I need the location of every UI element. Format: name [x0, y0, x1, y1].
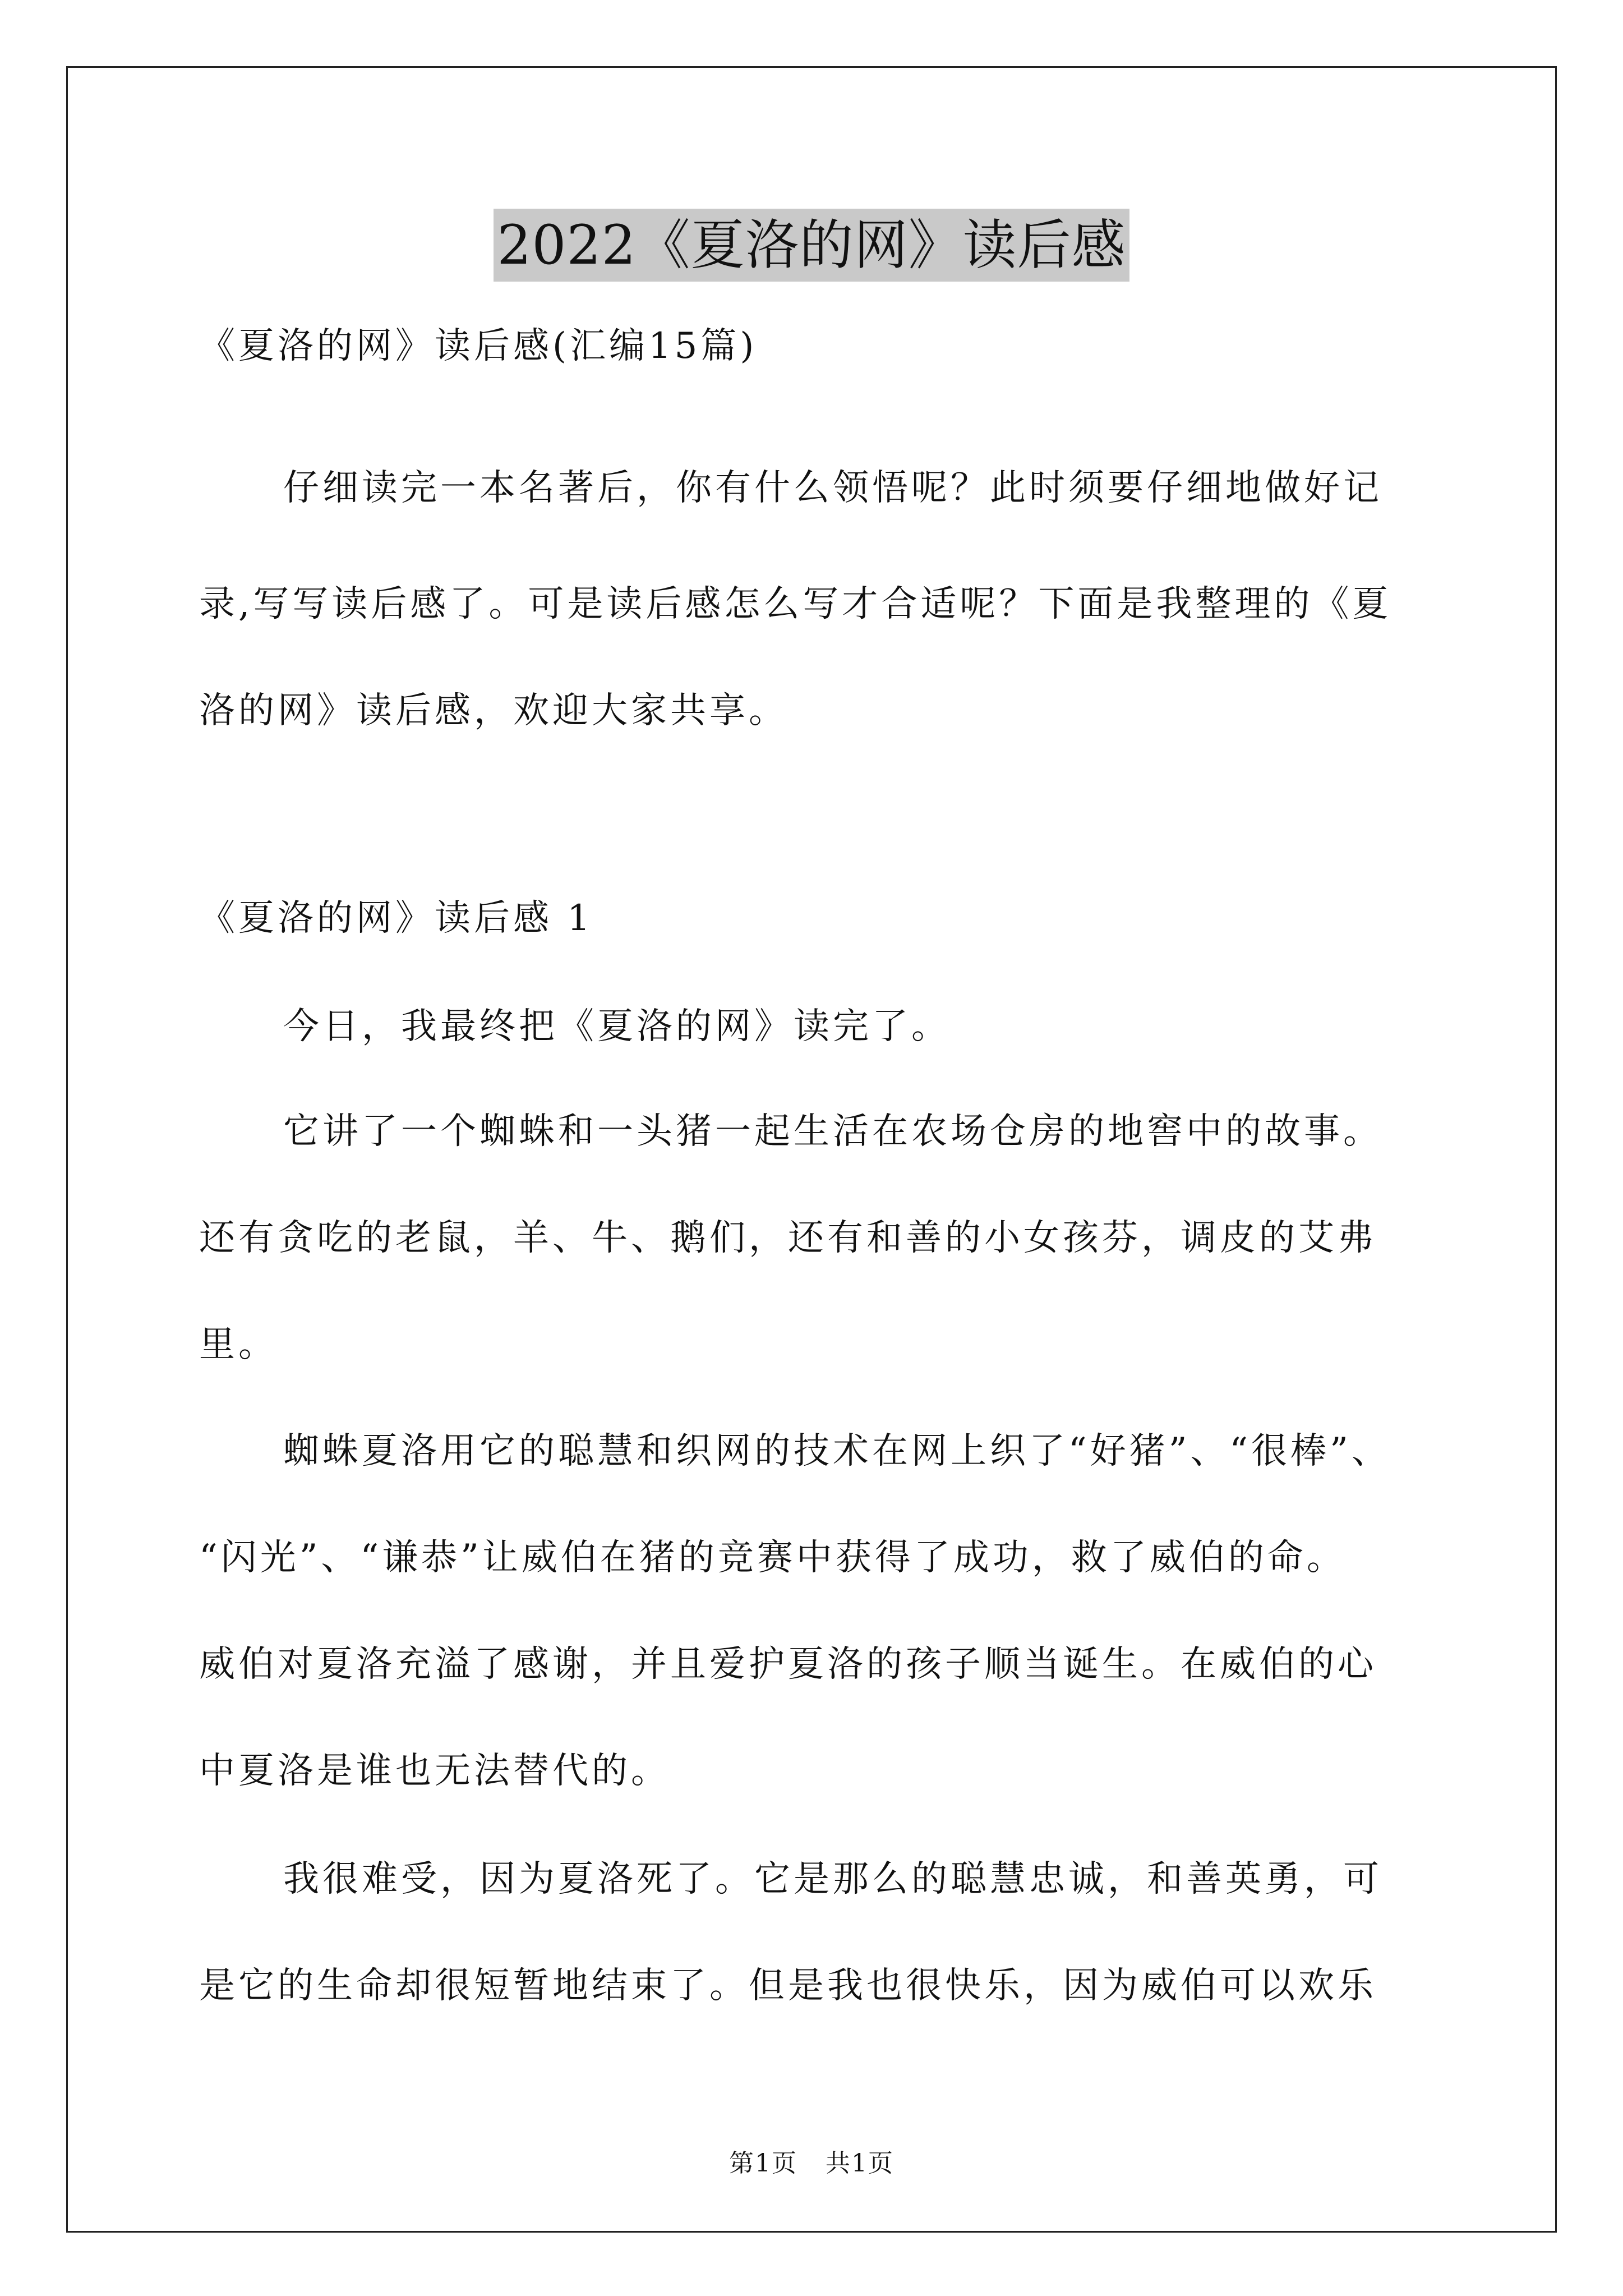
- body-line: 是它的生命却很短暂地结束了。但是我也很快乐，因为威伯可以欢乐: [199, 1965, 1377, 2007]
- section-heading: 《夏洛的网》读后感 1: [199, 898, 594, 939]
- document-subtitle: 《夏洛的网》读后感(汇编15篇): [199, 325, 758, 367]
- body-line: 中夏洛是谁也无法替代的。: [199, 1750, 670, 1792]
- body-line: 我很难受，因为夏洛死了。它是那么的聪慧忠诚，和善英勇，可: [283, 1858, 1382, 1900]
- body-line: “闪光”、“谦恭”让威伯在猪的竞赛中获得了成功，救了威伯的命。: [199, 1537, 1346, 1579]
- body-line: 今日，我最终把《夏洛的网》读完了。: [283, 1006, 951, 1047]
- intro-line: 洛的网》读后感，欢迎大家共享。: [199, 690, 788, 731]
- title-block: [0, 209, 1623, 282]
- page-number-current: 第1页: [729, 2149, 797, 2178]
- page-footer: [0, 2143, 1623, 2179]
- document-title: 2022《夏洛的网》读后感: [494, 209, 1129, 282]
- body-line: 里。: [199, 1324, 278, 1365]
- body-line: 威伯对夏洛充溢了感谢，并且爱护夏洛的孩子顺当诞生。在威伯的心: [199, 1644, 1377, 1685]
- intro-line: 仔细读完一本名著后，你有什么领悟呢？此时须要仔细地做好记: [283, 467, 1382, 509]
- body-line: 蜘蛛夏洛用它的聪慧和织网的技术在网上织了“好猪”、“很棒”、: [283, 1430, 1391, 1472]
- body-line: 它讲了一个蜘蛛和一头猪一起生活在农场仓房的地窖中的故事。: [283, 1111, 1382, 1152]
- page-number-total: 共1页: [826, 2149, 894, 2178]
- body-line: 还有贪吃的老鼠，羊、牛、鹅们，还有和善的小女孩芬，调皮的艾弗: [199, 1217, 1377, 1259]
- intro-line: 录,写写读后感了。可是读后感怎么写才合适呢？下面是我整理的《夏: [199, 583, 1392, 625]
